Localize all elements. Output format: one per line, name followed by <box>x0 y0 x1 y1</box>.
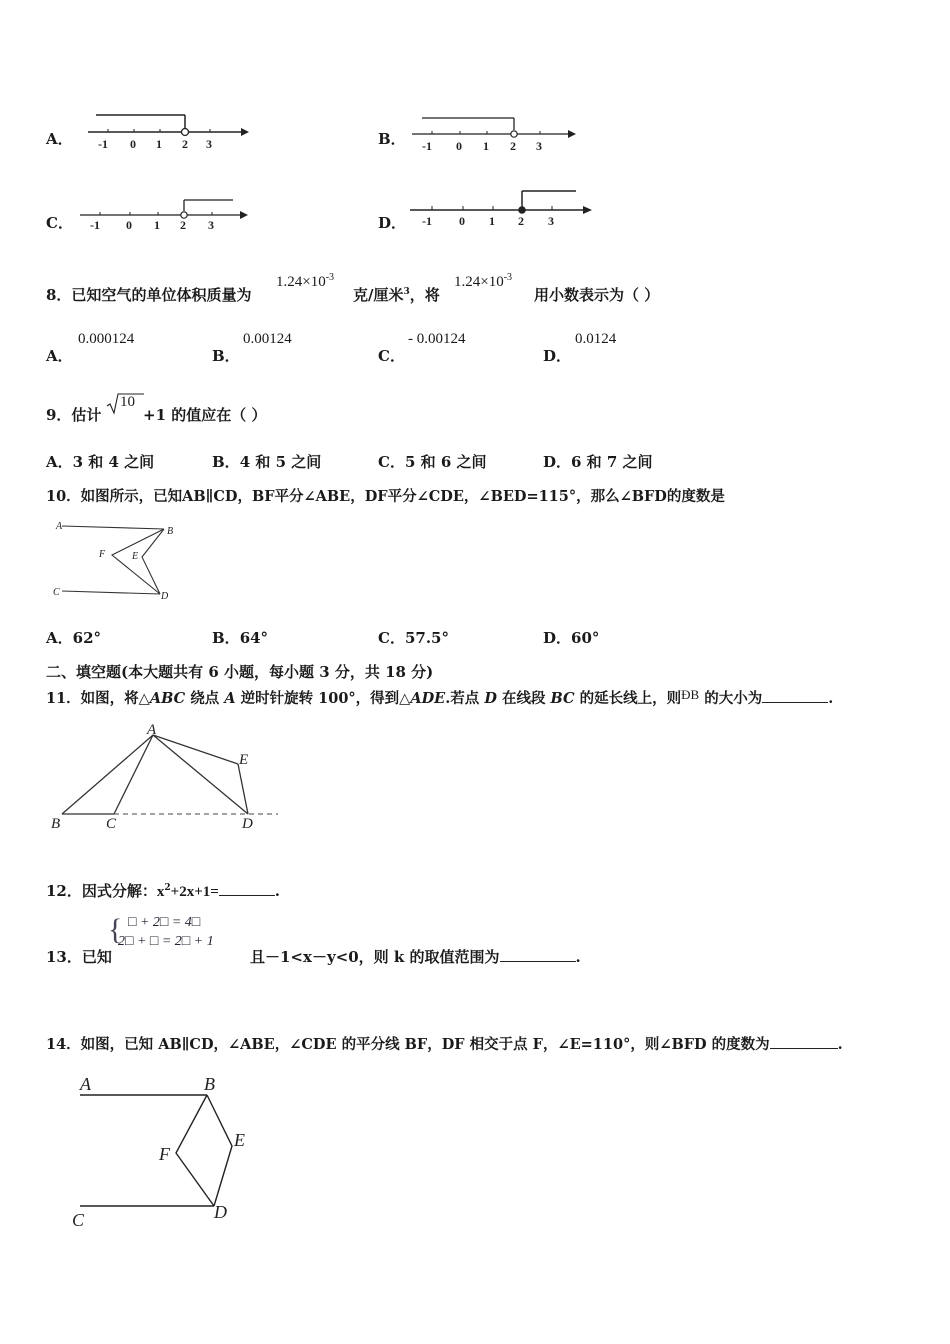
q11-abc: ABC <box>149 690 186 707</box>
q7-option-b-numberline <box>410 112 580 156</box>
q13-system <box>108 913 250 953</box>
tick-label: 2 <box>518 214 524 228</box>
q14-text-line <box>46 1033 843 1054</box>
fig-label: E <box>234 1130 245 1150</box>
q8-option-d-letter: D． <box>543 347 572 365</box>
fig-label: C <box>72 1210 85 1230</box>
q10-figure <box>48 515 208 614</box>
fig-label: B <box>204 1074 215 1094</box>
q9-option-b-letter: B． <box>212 453 240 471</box>
tick-label: 2 <box>180 218 186 232</box>
q13-prefix: 13．已知 <box>46 948 112 966</box>
q11-t4: .若点 <box>445 690 485 707</box>
q8-mid: ，将 <box>409 286 440 304</box>
tick-label: 1 <box>489 214 495 228</box>
q7-option-a-letter: A． <box>46 130 73 148</box>
q11-t5: 在线段 <box>496 690 551 707</box>
q8-option-d-value: 0.0124 <box>575 331 617 347</box>
q8-option-b-value: 0.00124 <box>243 331 292 347</box>
q9-option-a <box>46 451 154 472</box>
q10-option-d <box>543 627 599 648</box>
tick-label: 3 <box>548 214 554 228</box>
q10-option-a <box>46 627 101 648</box>
q7-option-d-letter: D． <box>378 214 407 232</box>
q11-d: D <box>484 690 497 707</box>
q9-suffix: +1 的值应在（ ） <box>143 406 267 424</box>
q12-expr: x <box>156 884 165 900</box>
q8-unit <box>353 284 440 305</box>
q11-text <box>46 687 833 708</box>
q10-option-d-value: 60° <box>571 629 600 647</box>
fig-label: A <box>56 521 63 532</box>
q7-option-c-numberline <box>78 195 258 239</box>
q10-option-b <box>212 627 268 648</box>
q9-option-a-letter: A． <box>46 453 73 471</box>
fig-label: C <box>53 587 60 598</box>
q8-unit-text: 克/厘米 <box>353 286 404 304</box>
tick-label: 0 <box>126 218 132 232</box>
q10-option-c-letter: C． <box>378 629 405 647</box>
q12-expr-rest: +2x+1= <box>170 884 219 900</box>
tick-label: 0 <box>456 139 462 153</box>
q8-unit-sup: 3 <box>403 287 410 297</box>
q8-option-a-value: 0.000124 <box>78 331 135 347</box>
q12-expr-sup: 2 <box>164 883 171 893</box>
tick-label: 1 <box>154 218 160 232</box>
q8-value1-exp: -3 <box>325 272 335 283</box>
q10-option-c <box>378 627 449 648</box>
q8-option-c-letter: C． <box>378 347 405 365</box>
fig-label: E <box>239 752 249 768</box>
q9-radicand: 10 <box>120 394 135 410</box>
q10-option-d-letter: D． <box>543 629 572 647</box>
q8-value1-base: 1.24×10 <box>276 274 326 290</box>
fig-label: C <box>106 816 117 832</box>
fig-label: D <box>242 816 253 832</box>
q13-suffix-line <box>250 946 581 967</box>
q11-ade: ADE <box>410 690 446 707</box>
q8-prefix: 8．已知空气的单位体积质量为 <box>46 286 252 304</box>
q12-end: . <box>274 882 281 900</box>
q13-suffix: 且－1<x－y<0，则 k 的取值范围为 <box>250 948 500 966</box>
q8-option-c-value: - 0.00124 <box>408 331 466 347</box>
q8-value2-base: 1.24×10 <box>454 274 504 290</box>
q13-eq2: 2□ + □ = 2□ + 1 <box>118 934 214 949</box>
fig-label: D <box>161 591 169 602</box>
tick-label: 1 <box>156 137 162 151</box>
q7-option-b-letter: B． <box>378 130 406 148</box>
tick-label: -1 <box>98 137 108 151</box>
q11-t2: 绕点 <box>185 690 225 707</box>
q11-t7: 的大小为 <box>699 690 763 707</box>
q10-option-b-letter: B． <box>212 629 240 647</box>
q9-option-d <box>543 451 653 472</box>
q10-text: 10．如图所示，已知AB∥CD，BF平分∠ABE，DF平分∠CDE，∠BED=115°，那么∠BFD的度数是 <box>46 488 725 505</box>
q9-prefix: 9．估计 <box>46 406 102 424</box>
q8-value2-exp: -3 <box>503 272 513 283</box>
fig-label: B <box>51 816 61 832</box>
q11-figure <box>46 718 286 840</box>
q14-end: . <box>837 1036 843 1053</box>
q13-end: . <box>575 948 581 966</box>
q9-option-c-letter: C． <box>378 453 405 471</box>
q7-option-d-numberline <box>408 188 598 236</box>
q11-a: A <box>224 690 236 707</box>
q7-option-c-letter: C． <box>46 214 73 232</box>
q10-option-c-value: 57.5° <box>404 629 449 647</box>
q9-option-d-value: 6 和 7 之间 <box>571 453 653 471</box>
fig-label: B <box>167 526 174 537</box>
fig-label: F <box>99 549 106 560</box>
tick-label: 3 <box>536 139 542 153</box>
brace-icon: { <box>108 913 123 946</box>
q9-option-b-value: 4 和 5 之间 <box>239 453 322 471</box>
q13-eq1: □ + 2□ = 4□ <box>128 915 201 930</box>
q8-suffix: 用小数表示为（ ） <box>534 286 660 304</box>
q14-answer-blank[interactable] <box>770 1036 838 1049</box>
tick-label: 2 <box>510 139 516 153</box>
q9-option-a-value: 3 和 4 之间 <box>72 453 155 471</box>
q14-text: 14．如图，已知 AB∥CD，∠ABE，∠CDE 的平分线 BF，DF 相交于点 F，∠E=110°，则∠BFD 的度数为 <box>46 1036 770 1053</box>
q8-option-b-letter: B． <box>212 347 240 365</box>
tick-label: -1 <box>422 139 432 153</box>
tick-label: -1 <box>422 214 432 228</box>
q12-prefix: 12．因式分解： <box>46 882 157 900</box>
q11-t3: 逆时针旋转 100°，得到△ <box>235 690 411 707</box>
fig-label: A <box>80 1074 91 1094</box>
q11-t1: 11．如图，将△ <box>46 690 150 707</box>
tick-label: -1 <box>90 218 100 232</box>
fig-label: A <box>147 722 157 738</box>
q11-answer-blank[interactable] <box>762 690 828 703</box>
q7-option-a-numberline <box>86 110 256 154</box>
q11-t6: 的延长线上，则 <box>574 690 682 707</box>
q8-value1 <box>276 272 334 291</box>
q10-option-a-letter: A． <box>46 629 73 647</box>
tick-label: 0 <box>459 214 465 228</box>
fig-label: F <box>159 1144 170 1164</box>
q9-option-c <box>378 451 487 472</box>
tick-label: 3 <box>208 218 214 232</box>
q13-answer-blank[interactable] <box>500 949 576 962</box>
q10-option-a-value: 62° <box>72 629 102 647</box>
tick-label: 3 <box>206 137 212 151</box>
q9-option-d-letter: D． <box>543 453 572 471</box>
q10-option-b-value: 64° <box>239 629 269 647</box>
q11-angle: ÐB <box>681 687 700 702</box>
section-2-heading: 二、填空题(本大题共有 6 小题，每小题 3 分，共 18 分) <box>46 663 434 681</box>
fig-label: D <box>214 1202 227 1222</box>
q8-value2 <box>454 272 512 291</box>
q14-figure <box>66 1068 266 1242</box>
q11-end: . <box>828 690 834 707</box>
q8-option-a-letter: A． <box>46 347 73 365</box>
tick-label: 2 <box>182 137 188 151</box>
q11-bc: BC <box>550 690 575 707</box>
tick-label: 1 <box>483 139 489 153</box>
q9-option-c-value: 5 和 6 之间 <box>404 453 487 471</box>
fig-label: E <box>132 551 139 562</box>
q12-answer-blank[interactable] <box>219 883 275 896</box>
q12-text <box>46 880 280 901</box>
q9-option-b <box>212 451 321 472</box>
tick-label: 0 <box>130 137 136 151</box>
